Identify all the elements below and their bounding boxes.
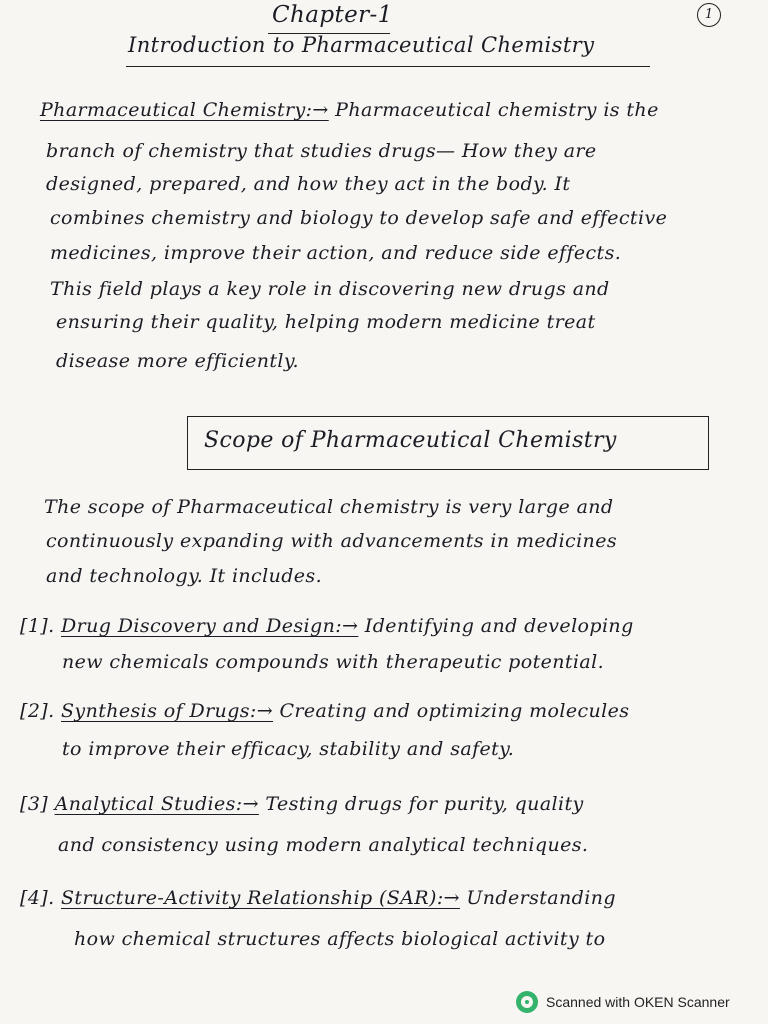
scope-item-1-title: Drug Discovery and Design:→ (61, 615, 359, 637)
scanner-text: Scanned with OKEN Scanner (546, 994, 730, 1010)
intro-line-3: designed, prepared, and how they act in the body. It (46, 173, 571, 195)
intro-line-1-text: Pharmaceutical chemistry is the (328, 99, 659, 121)
intro-line-7: ensuring their quality, helping modern medicine treat (56, 311, 596, 333)
intro-term: Pharmaceutical Chemistry:→ (40, 99, 329, 121)
scope-item-3-title: Analytical Studies:→ (54, 793, 259, 815)
scope-item-3-number: [3] (20, 793, 49, 815)
scope-item-4 (20, 887, 616, 909)
scope-item-4-line-2: how chemical structures affects biological activity to (74, 928, 606, 950)
title-underline (126, 66, 650, 67)
intro-line-1 (40, 99, 659, 121)
scope-item-2 (20, 700, 629, 722)
scope-item-1-line-2: new chemicals compounds with therapeutic potential. (62, 651, 605, 673)
scope-intro-line-3: and technology. It includes. (46, 565, 323, 587)
scope-item-2-number: [2]. (20, 700, 55, 722)
chapter-heading: Chapter-1 (272, 2, 393, 28)
scope-item-3-line-2: and consistency using modern analytical techniques. (58, 834, 589, 856)
intro-line-6: This field plays a key role in discovering new drugs and (50, 278, 610, 300)
scope-item-3 (20, 793, 584, 815)
scope-item-4-line-1: Understanding (459, 887, 616, 909)
scope-intro-line-2: continuously expanding with advancements in medicines (46, 530, 617, 552)
chapter-title: Introduction to Pharmaceutical Chemistry (128, 33, 595, 57)
intro-line-4: combines chemistry and biology to develop safe and effective (50, 207, 668, 229)
scope-item-1-line-1: Identifying and developing (358, 615, 634, 637)
scope-item-2-line-2: to improve their efficacy, stability and safety. (62, 738, 515, 760)
oken-scanner-logo-icon (516, 991, 538, 1013)
scope-item-4-number: [4]. (20, 887, 55, 909)
scanner-watermark (516, 990, 730, 1014)
scope-item-1-number: [1]. (20, 615, 55, 637)
scope-intro-line-1: The scope of Pharmaceutical chemistry is very large and (44, 496, 614, 518)
scope-item-2-line-1: Creating and optimizing molecules (273, 700, 630, 722)
scope-item-1 (20, 615, 634, 637)
scope-heading: Scope of Pharmaceutical Chemistry (204, 428, 617, 453)
intro-line-5: medicines, improve their action, and reduce side effects. (50, 242, 622, 264)
scope-item-4-title: Structure-Activity Relationship (SAR):→ (61, 887, 460, 909)
intro-line-8: disease more efficiently. (56, 350, 299, 372)
scope-item-3-line-1: Testing drugs for purity, quality (258, 793, 584, 815)
page-number: 1 (697, 3, 721, 27)
scope-item-2-title: Synthesis of Drugs:→ (61, 700, 274, 722)
intro-line-2: branch of chemistry that studies drugs— How they are (46, 140, 597, 162)
